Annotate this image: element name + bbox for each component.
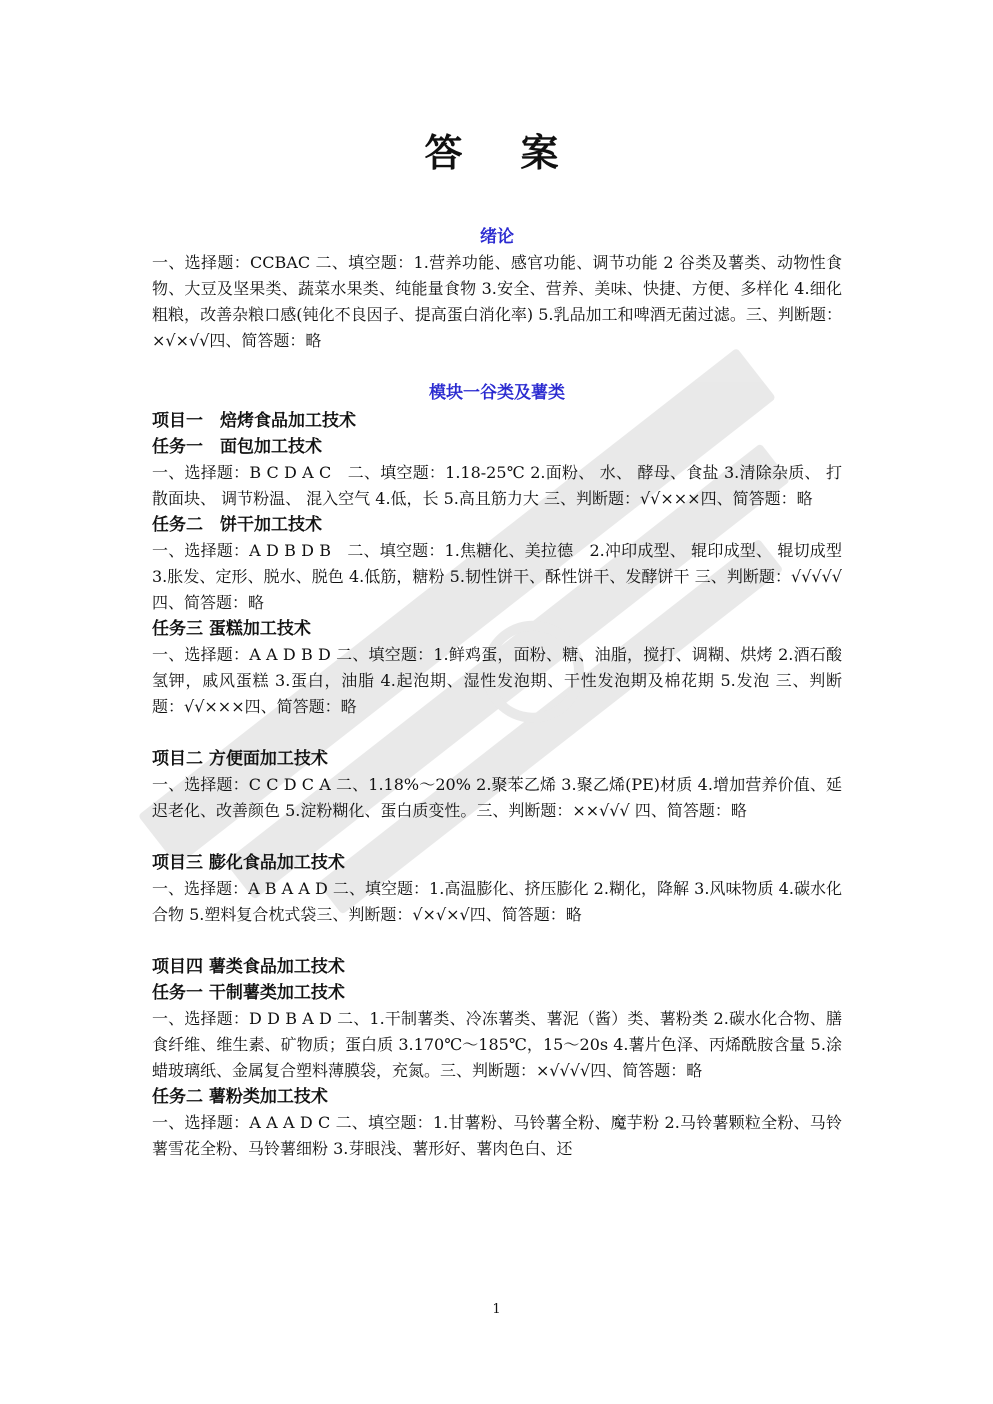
spacer xyxy=(152,720,842,746)
project-4-task-1-heading: 任务一 干制薯类加工技术 xyxy=(152,983,345,1003)
project-1-task-1-answers: 一、选择题：B C D A C 二、填空题：1.18-25℃ 2.面粉、 水、 酵母、食盐 3.清除杂质、 打 散面块、 调节粉温、 混入空气 4.低，长 5.高且筋力大 三、判断题：√√×××四、简答题：略 xyxy=(152,463,842,508)
project-3-heading: 项目三 膨化食品加工技术 xyxy=(152,853,345,873)
project-4-task-2-heading: 任务二 薯粉类加工技术 xyxy=(152,1087,328,1107)
project-1-task-3-answers: 一、选择题：A A D B D 二、填空题：1.鲜鸡蛋，面粉、糖、油脂，搅打、调糊、烘烤 2.酒石酸氢钾，戚风蛋糕 3.蛋白，油脂 4.起泡期、湿性发泡期、干性发泡期及棉花期 5.发泡 三、判断题：√√×××四、简答题：略 xyxy=(152,645,842,716)
project-2-heading: 项目二 方便面加工技术 xyxy=(152,749,328,769)
spacer xyxy=(152,824,842,850)
project-2-answers: 一、选择题：C C D C A 二、1.18%～20% 2.聚苯乙烯 3.聚乙烯(PE)材质 4.增加营养价值、延迟老化、改善颜色 5.淀粉糊化、蛋白质变性。三、判断题：××√√√ 四、简答题：略 xyxy=(152,775,842,820)
intro-section-title: 绪论 xyxy=(480,227,514,247)
project-4-heading: 项目四 薯类食品加工技术 xyxy=(152,957,345,977)
project-1-task-2-answers: 一、选择题：A D B D B 二、填空题：1.焦糖化、美拉德 2.冲印成型、 辊印成型、 辊切成型 3.胀发、定形、脱水、脱色 4.低筋，糖粉 5.韧性饼干、酥性饼干、发酵饼干 三、判断题：√√√√√ 四、简答题：略 xyxy=(152,541,842,612)
spacer xyxy=(152,928,842,954)
document-body xyxy=(152,224,842,1162)
project-1-task-1-heading: 任务一 面包加工技术 xyxy=(152,437,322,457)
page-number: 1 xyxy=(492,1302,501,1317)
project-1-task-3-heading: 任务三 蛋糕加工技术 xyxy=(152,619,311,639)
page-title: 答 案 xyxy=(424,131,569,175)
project-4-task-1-answers: 一、选择题：D D B A D 二、1.干制薯类、冷冻薯类、薯泥（酱）类、薯粉类 2.碳水化合物、膳食纤维、维生素、矿物质；蛋白质 3.170℃～185℃，15～20s 4.薯片色泽、丙烯酰胺含量 5.涂蜡玻璃纸、金属复合塑料薄膜袋，充氮。三、判断题：×√√√√四、简答题：略 xyxy=(152,1009,842,1080)
project-4-task-2-answers: 一、选择题：A A A D C 二、填空题：1.甘薯粉、马铃薯全粉、魔芋粉 2.马铃薯颗粒全粉、马铃薯雪花全粉、马铃薯细粉 3.芽眼浅、薯形好、薯肉色白、还 xyxy=(152,1113,842,1158)
module-title: 模块一谷类及薯类 xyxy=(429,383,565,403)
project-1-heading: 项目一 焙烤食品加工技术 xyxy=(152,411,356,431)
intro-answers: 一、选择题：CCBAC 二、填空题：1.营养功能、感官功能、调节功能 2 谷类及薯类、动物性食物、大豆及坚果类、蔬菜水果类、纯能量食物 3.安全、营养、美味、快捷、方便、多样化 4.细化粗粮，改善杂粮口感(钝化不良因子、提高蛋白消化率) 5.乳品加工和啤酒无菌过滤。三、判断题：×√×√√四、简答题：略 xyxy=(152,253,842,350)
project-3-answers: 一、选择题：A B A A D 二、填空题：1.高温膨化、挤压膨化 2.糊化，降解 3.风味物质 4.碳水化合物 5.塑料复合枕式袋三、判断题：√×√×√四、简答题：略 xyxy=(152,879,842,924)
project-1-task-2-heading: 任务二 饼干加工技术 xyxy=(152,515,322,535)
